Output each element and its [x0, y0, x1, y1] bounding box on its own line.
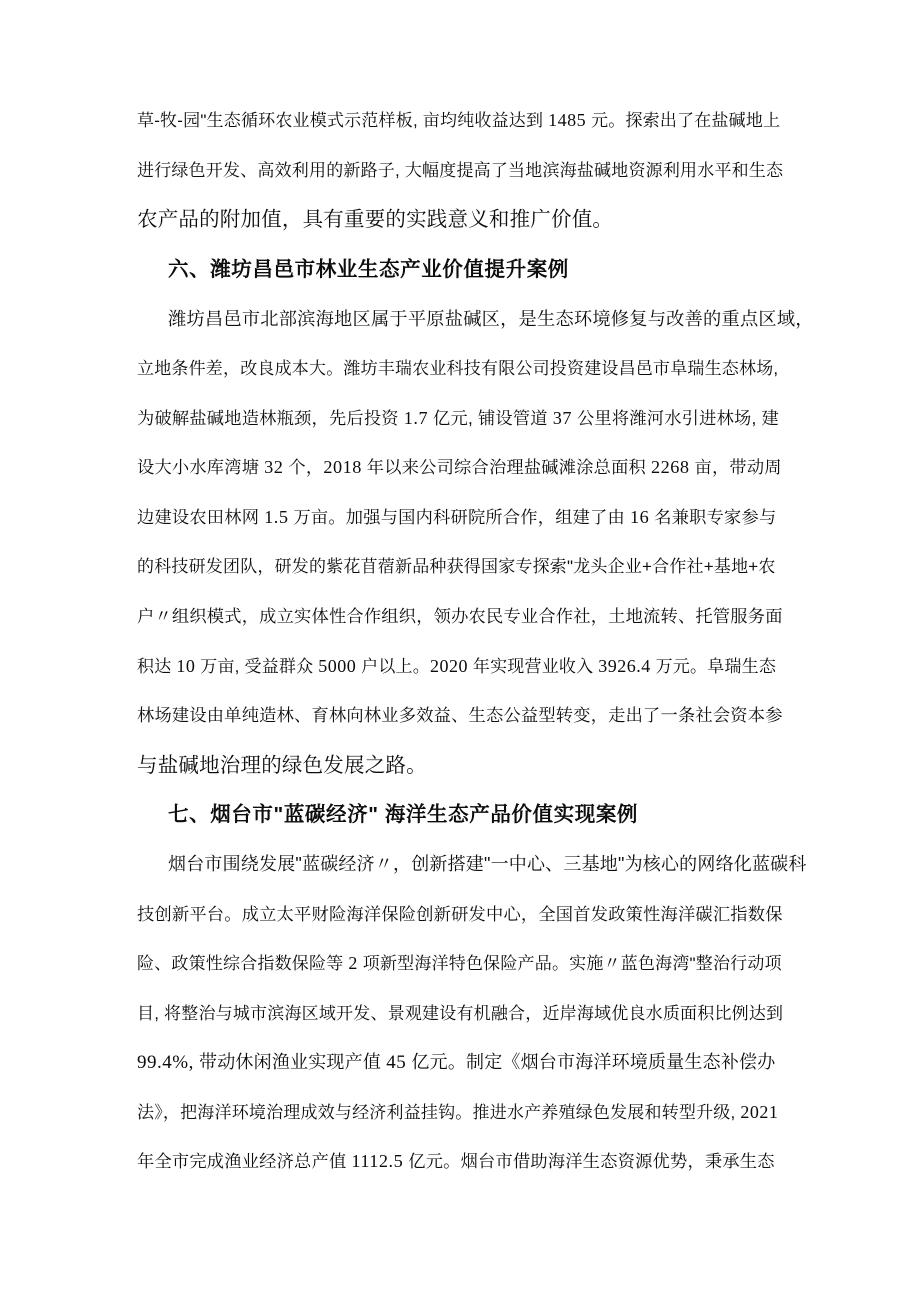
text-line: 积达 10 万亩, 受益群众 5000 户以上。2020 年实现营业收入 3926.4 万元。阜瑞生态	[137, 655, 777, 676]
numeric-run: 32	[264, 457, 284, 478]
text-line: 与盐碱地治理的绿色发展之路。	[137, 753, 427, 777]
text-line: 目, 将整治与城市滨海区域开发、景观建设有机融合，近岸海域优良水质面积比例达到	[137, 1003, 784, 1023]
text-line: 99.4%, 带动休闲渔业实现产值 45 亿元。制定《烟台市海洋环境质量生态补偿办	[137, 1052, 776, 1074]
numeric-run: 1112.5	[351, 1151, 404, 1172]
text-line: 法》，把海洋环境治理成效与经济利益挂钩。推进水产养殖绿色发展和转型升级, 2021	[137, 1101, 779, 1122]
numeric-run: 2268	[651, 457, 690, 478]
text-line: 农产品的附加值，具有重要的实践意义和推广价值。	[137, 208, 614, 232]
text-line: 进行绿色开发、高效利用的新路子, 大幅度提高了当地滨海盐碱地资源利用水平和生态	[137, 160, 784, 180]
numeric-run: 2	[348, 953, 358, 974]
heading-text: 七、烟台市"蓝碳经济" 海洋生态产品价值实现案例	[168, 803, 639, 827]
numeric-run: 99.4%,	[137, 1052, 194, 1074]
text-line: 年全市完成渔业经济总产值 1112.5 亿元。烟台市借助海洋生态资源优势，秉承生态	[137, 1151, 775, 1172]
numeric-run: 16	[630, 506, 650, 527]
text-line: 险、政策性综合指数保险等 2 项新型海洋特色保险产品。实施〃蓝色海湾"整治行动项	[137, 953, 782, 974]
heading-section-seven	[137, 790, 783, 840]
numeric-run: 37	[552, 407, 572, 428]
numeric-run: 2021	[740, 1101, 779, 1122]
text-line: 边建设农田林网 1.5 万亩。加强与国内科研院所合作，组建了由 16 名兼职专家参与	[137, 506, 777, 527]
heading-text: 六、潍坊昌邑市林业生态产业价值提升案例	[168, 257, 569, 281]
text-line: 潍坊昌邑市北部滨海地区属于平原盐碱区，是生态环境修复与改善的重点区域，	[168, 308, 814, 330]
text-line: 草-牧-园"生态循环农业模式示范样板, 亩均纯收益达到 1485 元。探索出了在盐碱地上	[137, 110, 781, 130]
text-line: 烟台市围绕发展"蓝碳经济〃，创新搭建"一中心、三基地"为核心的网络化蓝碳科	[168, 853, 807, 874]
numeric-run: 2020	[429, 655, 468, 676]
text-line: 林场建设由单纯造林、育林向林业多效益、生态公益型转变，走出了一条社会资本参	[137, 705, 783, 726]
numeric-run: 10	[176, 655, 196, 676]
numeric-run: 3926.4	[598, 655, 651, 676]
numeric-run: 1.5	[264, 506, 289, 527]
text-line: 为破解盐碱地造林瓶颈，先后投资 1.7 亿元, 铺设管道 37 公里将潍河水引进林场, 建	[137, 407, 779, 428]
document-body	[137, 96, 814, 1187]
numeric-run: 1485	[548, 110, 587, 130]
numeric-run: 45	[386, 1052, 407, 1074]
text-line: 立地条件差，改良成本大。潍坊丰瑞农业科技有限公司投资建设昌邑市阜瑞生态林场,	[137, 358, 779, 378]
heading-section-six	[137, 245, 783, 295]
numeric-run: 1.7	[403, 407, 429, 428]
text-line: 的科技研发团队，研发的紫花苜蓿新品种获得国家专探索"龙头企业+合作社+基地+农	[137, 557, 776, 577]
text-line: 户〃组织模式，成立实体性合作组织，领办农民专业合作社，土地流转、托管服务面	[137, 605, 783, 626]
text-line: 技创新平台。成立太平财险海洋保险创新研发中心，全国首发政策性海洋碳汇指数保	[137, 903, 783, 924]
numeric-run: 2018	[323, 457, 362, 478]
text-line: 设大小水库湾塘 32 个，2018 年以来公司综合治理盐碱滩涂总面积 2268 亩，带动周	[137, 457, 782, 478]
numeric-run: 5000	[318, 655, 357, 676]
